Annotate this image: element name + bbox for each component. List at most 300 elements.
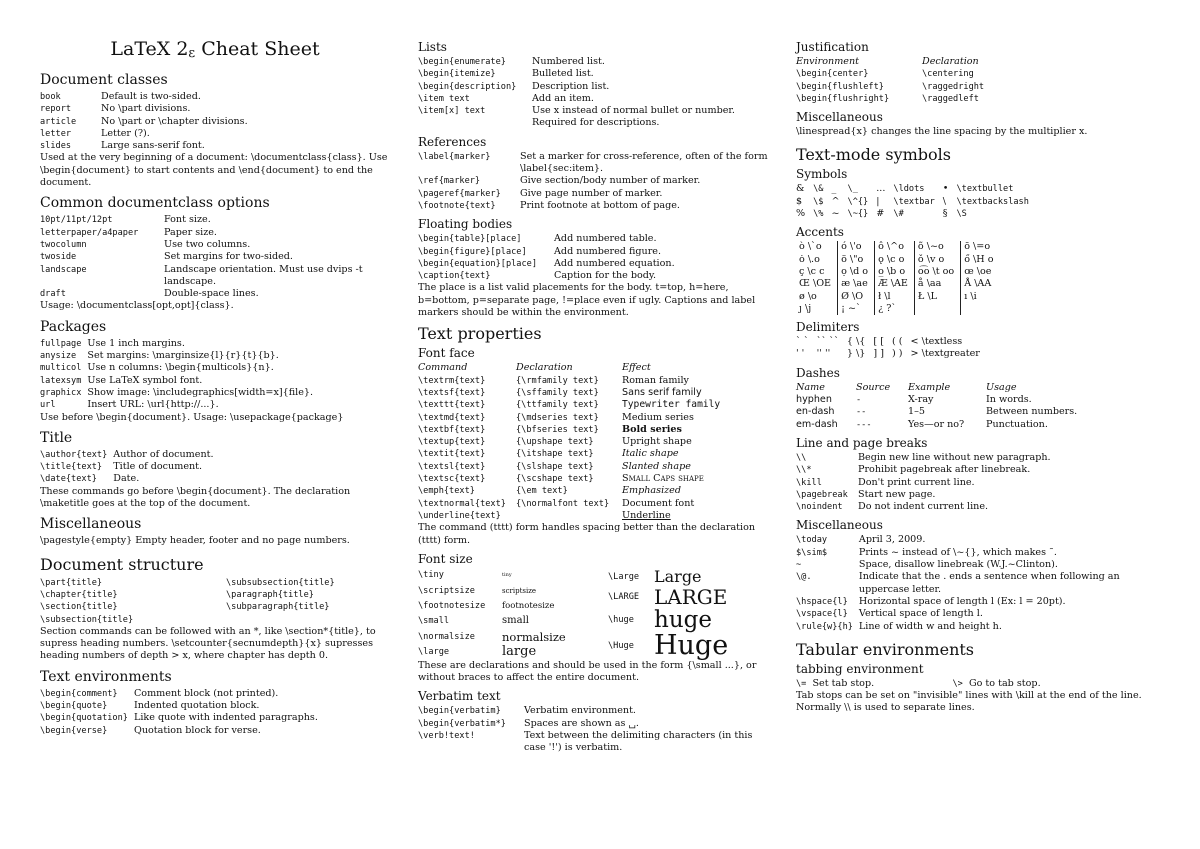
font-face-note: The command (tttt) form handles spacing better than the declaration (tttt) form.	[418, 522, 756, 546]
desc: Add an item.	[532, 92, 594, 104]
desc: Default is two-sided.	[101, 91, 201, 102]
glyph: §	[942, 208, 948, 220]
table-row	[40, 350, 319, 362]
table-row	[40, 601, 341, 613]
sample: tiny	[502, 572, 512, 579]
doc-classes-table	[40, 91, 254, 152]
cmd: \item[x] text	[418, 106, 486, 117]
table-row	[796, 336, 988, 348]
title-heading: Title	[40, 429, 73, 446]
table-row	[40, 399, 319, 411]
desc: Set margins: \marginsize{l}{r}{t}{b}.	[87, 350, 279, 362]
effect: Document font	[622, 497, 695, 509]
table-row	[796, 489, 1057, 501]
sample: scriptsize	[502, 586, 537, 595]
cmd: \\	[796, 452, 807, 463]
cmd: \item text	[418, 93, 470, 104]
desc: Like quote with indented paragraphs.	[133, 712, 318, 724]
desc: Quotation block for verse.	[133, 724, 261, 736]
cmd: \=	[796, 678, 807, 689]
table-row	[40, 614, 341, 626]
cmd: \textbf{text}	[418, 424, 486, 435]
col-header: Name	[796, 381, 825, 393]
table-row	[608, 608, 734, 632]
desc: Begin new line without new paragraph.	[858, 451, 1051, 463]
sheet-title	[40, 38, 390, 65]
desc: Title of document.	[113, 461, 203, 473]
table-row	[418, 175, 780, 187]
effect: Slanted shape	[622, 460, 691, 472]
decl: {\em text}	[516, 486, 568, 497]
accent: æ \ae	[838, 278, 875, 290]
table-row	[418, 448, 726, 460]
table-row	[40, 227, 390, 239]
table-row	[40, 387, 319, 399]
decl: {\scshape text}	[516, 474, 594, 485]
cmd: 10pt/11pt/12pt	[40, 215, 113, 226]
table-row	[40, 103, 254, 115]
desc: Paper size.	[164, 226, 217, 238]
table-row	[796, 394, 1083, 406]
accent: o͡o \t oo	[914, 266, 960, 278]
desc: Set a marker for cross-reference, often of the form \label{sec:item}.	[520, 150, 768, 175]
accent: Œ \OE	[796, 278, 838, 290]
cmd: \texttt{text}	[418, 400, 486, 411]
desc: Print footnote at bottom of page.	[520, 199, 680, 211]
dc-options-table	[40, 214, 390, 300]
cell: Punctuation.	[986, 418, 1048, 430]
cmd: \pageref{marker}	[418, 188, 501, 199]
desc: Horizontal space of length l (Ex: l = 20pt).	[858, 595, 1066, 607]
desc: Go to tab stop.	[968, 677, 1041, 689]
table-row	[418, 412, 726, 424]
table-row	[796, 291, 999, 303]
desc: Give page number of marker.	[520, 187, 663, 199]
table-row	[40, 251, 390, 263]
delim: `` ``	[816, 336, 839, 348]
cmd: \textbackslash	[956, 196, 1029, 207]
verbatim-table	[418, 705, 780, 754]
effect: Underline	[622, 509, 671, 521]
cmd: \textmd{text}	[418, 412, 486, 423]
accent: ǫ \c o	[875, 254, 915, 266]
table-row	[418, 614, 608, 629]
table-row	[796, 266, 999, 278]
glyph: %	[796, 208, 806, 220]
cmd: \tiny	[418, 570, 444, 581]
cmd: \underline{text}	[418, 510, 501, 521]
text-props-heading: Text properties	[418, 324, 542, 344]
table-row	[40, 288, 390, 300]
doc-structure-table	[40, 577, 341, 626]
column-2	[418, 38, 780, 755]
table-row	[796, 608, 1166, 620]
cmd: \chapter{title}	[40, 589, 118, 600]
accent	[961, 303, 1000, 315]
table-row	[418, 644, 608, 659]
effect: Roman family	[622, 374, 689, 386]
cmd: \footnotesize	[418, 600, 486, 611]
table-row	[796, 501, 1057, 513]
table-row	[40, 140, 254, 152]
table-row	[418, 81, 780, 93]
title-sub: ε	[188, 46, 196, 61]
desc: Prints ~ instead of \~{}, which makes ˜.	[858, 546, 1057, 558]
glyph: $	[796, 195, 803, 207]
column-3	[796, 38, 1166, 715]
desc: Double-space lines.	[164, 288, 259, 300]
table-row	[418, 461, 726, 473]
cmd: \Large	[608, 571, 640, 582]
desc: Text between the delimiting characters (in this case '!') is verbatim.	[524, 729, 753, 754]
decl: {\bfseries text}	[516, 424, 599, 435]
table-row	[418, 436, 726, 448]
effect: Typewriter family	[622, 399, 721, 411]
accent: Ł \L	[914, 291, 960, 303]
delim: [ [	[873, 336, 884, 348]
table-row	[40, 214, 390, 226]
accent: ọ \d o	[838, 266, 875, 278]
desc: Vertical space of length l.	[858, 608, 983, 620]
cmd: \_	[847, 184, 858, 195]
table-row	[796, 278, 999, 290]
effect: Sans serif family	[622, 386, 702, 398]
cmd: landscape	[40, 264, 87, 275]
env: \begin{flushleft}	[796, 81, 884, 92]
delim: } \}	[846, 348, 866, 360]
cmd: \textsl{text}	[418, 461, 486, 472]
accent: Ø \O	[838, 291, 875, 303]
accent: Å \AA	[964, 278, 992, 290]
doc-structure-heading: Document structure	[40, 554, 204, 574]
dashes-table	[796, 382, 1083, 431]
cmd: twoside	[40, 252, 77, 263]
effect: Upright shape	[622, 436, 692, 448]
sample: huge	[654, 606, 712, 633]
desc: Prohibit pagebreak after linebreak.	[858, 464, 1031, 476]
delim: ' '	[796, 348, 805, 360]
table-row	[796, 559, 1166, 571]
sample: small	[502, 615, 529, 627]
cmd: \section{title}	[40, 602, 118, 613]
sample: Large	[654, 566, 702, 586]
tabbing-cmds	[796, 678, 1166, 690]
desc: Use x instead of normal bullet or number. Required for descriptions.	[532, 105, 735, 129]
glyph: _	[831, 183, 837, 195]
desc: Start new page.	[858, 488, 936, 500]
table-row	[418, 270, 681, 282]
cmd: \part{title}	[40, 577, 103, 588]
decl: {\itshape text}	[516, 449, 594, 460]
doc-structure-note: Section commands can be followed with an *, like \section*{title}, to supress heading numbers. \setcounter{secnumdepth}{x} supresses heading numbers of depth > x, where chapter has depth 0.	[40, 625, 376, 662]
table-row	[796, 303, 999, 315]
cell: -	[856, 395, 862, 406]
table-row	[608, 632, 734, 660]
accent: ȯ \.o	[796, 254, 838, 266]
desc: Landscape orientation. Must use dvips -t landscape.	[164, 263, 363, 287]
cmd: anysize	[40, 351, 77, 362]
decl: {\rmfamily text}	[516, 375, 599, 386]
cmd: latexsym	[40, 375, 82, 386]
dc-options-heading: Common documentclass options	[40, 195, 270, 212]
cmd: \S	[956, 209, 967, 220]
table-row	[796, 464, 1057, 476]
glyph: #	[876, 208, 885, 220]
col-header: Source	[856, 381, 891, 393]
table-row	[418, 568, 608, 583]
cmd: multicol	[40, 363, 82, 374]
cmd: \rule{w}{h}	[796, 621, 853, 632]
desc: Author of document.	[113, 448, 214, 460]
verbatim-heading: Verbatim text	[418, 689, 501, 704]
cmd: \begin{verbatim}	[418, 706, 501, 717]
table-row	[796, 406, 1083, 418]
cmd: \today	[796, 535, 828, 546]
justification-table	[796, 56, 990, 105]
cmd: \begin{description}	[418, 81, 517, 92]
glyph: ~	[831, 208, 840, 220]
cmd: \caption{text}	[418, 271, 491, 282]
table-row	[796, 348, 988, 360]
table-row	[796, 241, 999, 253]
desc: Verbatim environment.	[524, 705, 636, 717]
desc: Add numbered table.	[554, 233, 657, 245]
table-row	[418, 188, 780, 200]
cmd: \small	[418, 616, 450, 627]
table-row	[418, 200, 780, 212]
cmd: book	[40, 92, 61, 102]
table-row	[796, 93, 990, 105]
cmd: \date{text}	[40, 474, 97, 485]
table-row	[40, 712, 324, 724]
delim: ` `	[796, 336, 809, 348]
table-row	[418, 424, 726, 436]
effect: Bold series	[622, 423, 682, 435]
effect: Medium series	[622, 411, 694, 423]
table-row	[796, 196, 1037, 208]
accent: ó \'o	[838, 241, 875, 253]
title-table	[40, 449, 220, 486]
misc2-text: \linespread{x} changes the line spacing by the multiplier x.	[796, 126, 1088, 138]
cmd: \hspace{l}	[796, 596, 848, 607]
col-header: Usage	[986, 381, 1017, 393]
accent: ¡ ~`	[838, 303, 875, 315]
doc-classes-heading: Document classes	[40, 72, 168, 88]
table-row	[40, 449, 220, 461]
cmd: report	[40, 104, 72, 115]
delim: '' ''	[816, 348, 831, 360]
cmd: \@.	[796, 572, 812, 583]
cmd: \$	[813, 196, 824, 207]
table-row	[40, 91, 254, 103]
accent: ı \i	[964, 290, 977, 302]
cmd: \#	[893, 209, 904, 220]
glyph: ...	[876, 183, 886, 195]
delim: ( (	[891, 336, 903, 348]
table-row	[796, 208, 1037, 220]
table-row	[418, 105, 780, 130]
table-row	[418, 705, 780, 717]
cmd	[226, 614, 341, 626]
desc: Add numbered figure.	[554, 245, 662, 257]
sample: large	[502, 643, 537, 659]
table-row	[418, 730, 780, 755]
accent: œ \oe	[964, 265, 992, 277]
cmd: \textit{text}	[418, 449, 486, 460]
decl: {\ttfamily text}	[516, 400, 599, 411]
glyph: &	[796, 183, 805, 195]
desc: Don't print current line.	[858, 476, 975, 488]
font-face-heading: Font face	[418, 346, 475, 361]
cmd: \begin{quotation}	[40, 713, 128, 724]
cmd: \label{marker}	[418, 151, 491, 162]
desc: Large sans-serif font.	[101, 140, 205, 152]
table-row	[608, 568, 734, 586]
accents-table	[796, 241, 999, 315]
desc: Insert URL: \url{http://...}.	[87, 399, 219, 411]
effect: Emphasized	[622, 485, 682, 497]
cmd: \title{text}	[40, 462, 103, 473]
col-header: Declaration	[922, 56, 979, 67]
table-row	[418, 151, 780, 176]
delim: { \{	[846, 336, 866, 348]
desc: Date.	[113, 473, 140, 485]
lists-table	[418, 56, 780, 130]
glyph: \	[942, 195, 947, 207]
desc: Use n columns: \begin{multicols}{n}.	[87, 362, 274, 374]
decl: \raggedright	[922, 81, 985, 92]
accent: ¿ ?`	[875, 303, 915, 315]
column-1	[40, 66, 390, 737]
table-row	[418, 485, 726, 497]
cmd: \textsf{text}	[418, 387, 486, 398]
cmd: letterpaper/a4paper	[40, 227, 139, 238]
cmd: \begin{enumerate}	[418, 57, 506, 67]
font-size-block	[418, 568, 780, 660]
table-row	[418, 510, 726, 522]
table-row	[40, 239, 390, 251]
breaks-table	[796, 452, 1057, 513]
cmd: \pagebreak	[796, 489, 848, 500]
cmd: \%	[813, 209, 824, 220]
decl	[516, 510, 622, 522]
cmd: \noindent	[796, 502, 843, 513]
table-row	[418, 473, 726, 485]
table-row	[40, 700, 324, 712]
decl: {\mdseries text}	[516, 412, 599, 423]
misc3-table	[796, 534, 1166, 632]
table-row	[796, 621, 1166, 633]
packages-note: Use before \begin{document}. Usage: \usepackage{package}	[40, 411, 344, 423]
cmd: \huge	[608, 614, 634, 625]
accent: o̲ \b o	[875, 266, 915, 278]
cmd: fullpage	[40, 338, 82, 349]
effect: Italic shape	[622, 448, 679, 460]
accent: ł \l	[875, 291, 915, 303]
cmd: twocolumn	[40, 239, 87, 250]
font-face-table	[418, 362, 726, 522]
cmd: slides	[40, 141, 72, 152]
text-env-table	[40, 688, 324, 737]
accent: õ \~o	[914, 241, 960, 253]
decl: {\sffamily text}	[516, 387, 599, 398]
cmd: \subsection{title}	[40, 614, 134, 625]
packages-table	[40, 338, 319, 412]
table-row	[418, 718, 780, 730]
decl: \raggedleft	[922, 93, 979, 104]
text-env-heading: Text environments	[40, 668, 172, 685]
desc: Use LaTeX symbol font.	[87, 374, 203, 386]
floats-heading: Floating bodies	[418, 217, 513, 232]
table-row	[40, 116, 254, 128]
title-note: These commands go before \begin{document}. The declaration \maketitle goes at the top of the document.	[40, 485, 351, 510]
cmd: $\sim$	[796, 547, 828, 558]
table-header-row	[418, 362, 726, 374]
sample: footnotesize	[502, 600, 555, 611]
cmd: \begin{comment}	[40, 688, 118, 699]
table-row	[418, 246, 681, 258]
misc2-heading: Miscellaneous	[796, 110, 883, 125]
table-row	[40, 375, 319, 387]
table-row	[40, 362, 319, 374]
desc: Add numbered equation.	[554, 257, 675, 269]
table-row	[418, 56, 780, 68]
font-size-table-left	[418, 568, 608, 660]
cmd: \begin{table}[place]	[418, 234, 522, 245]
cmd: ~	[796, 560, 802, 571]
table-row	[418, 233, 681, 245]
glyph: ^	[831, 195, 840, 207]
cmd: \large	[418, 646, 450, 657]
cell: X-ray	[908, 394, 934, 406]
decl: {\slshape text}	[516, 461, 594, 472]
dc-options-note: Usage: \documentclass[opt,opt]{class}.	[40, 300, 234, 312]
table-row	[418, 583, 608, 598]
cmd: article	[40, 116, 77, 127]
table-row	[418, 375, 726, 387]
decl: {\upshape text}	[516, 437, 594, 448]
table-row	[418, 258, 681, 270]
table-row	[608, 586, 734, 608]
cmd: \textbar	[893, 196, 935, 207]
table-row	[418, 598, 608, 613]
cmd: \\*	[796, 465, 812, 476]
col-header: Example	[908, 381, 951, 393]
desc: Caption for the body.	[554, 270, 657, 282]
cell: In words.	[986, 394, 1032, 406]
accent: ō \=o	[964, 241, 991, 253]
accent: ô \^o	[875, 241, 915, 253]
cmd: \begin{equation}[place]	[418, 258, 537, 269]
misc1-heading: Miscellaneous	[40, 516, 142, 533]
font-size-heading: Font size	[418, 551, 473, 566]
table-row	[40, 577, 341, 589]
dashes-heading: Dashes	[796, 365, 840, 380]
col-header: Effect	[622, 362, 651, 374]
effect: Small Caps shape	[622, 473, 704, 485]
delim: ) )	[891, 348, 903, 360]
cmd: \textup{text}	[418, 437, 486, 448]
cmd: \textbullet	[956, 184, 1014, 195]
col-header: Environment	[796, 56, 860, 67]
desc: Letter (?).	[101, 127, 150, 139]
symbols-heading: Symbols	[796, 167, 848, 182]
env: \begin{center}	[796, 69, 869, 80]
cmd: \ldots	[893, 184, 925, 195]
accent: ö \"o	[838, 254, 875, 266]
table-row	[40, 589, 341, 601]
cmd: \begin{verse}	[40, 725, 108, 736]
